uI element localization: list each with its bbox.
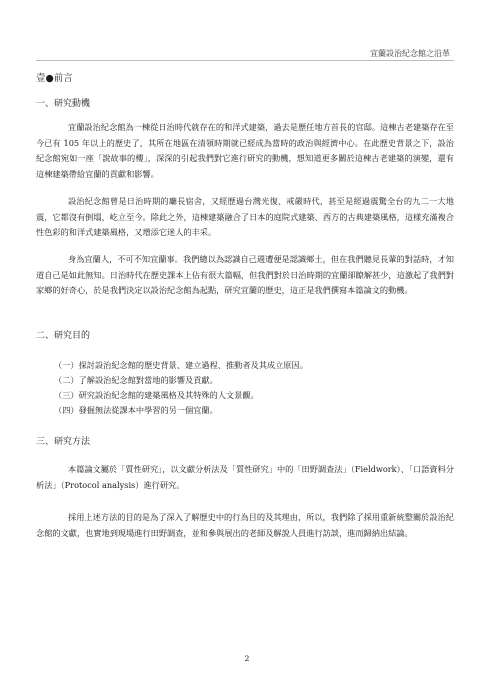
- chapter-title: 壹●前言: [36, 73, 73, 84]
- section-heading-method: 三、研究方法: [36, 437, 91, 447]
- list-item: （三）研究設治紀念館的建築風格及其特殊的人文景觀。: [54, 390, 259, 400]
- paragraph: 身為宜蘭人，不可不知宜蘭事。我們總以為認識自己週遭便是認識鄉土，但在我們聽見長輩的對話時，才知道自己是如此無知。日治時代在歷史課本上佔有很大篇幅，但我們對於日治時期的宜蘭卻瞭解甚少，這激起了我們對家鄉的好奇心，於是我們決定以設治紀念館為起點，研究宜蘭的歷史，這正是我們撰寫本篇論文的動機。: [36, 254, 454, 295]
- paragraph: 宜蘭設治紀念館為一棟從日治時代就存在的和洋式建築，過去是歷任地方首長的官邸。這棟古老建築存在至今已有 105 年以上的歷史了，其所在地區在清領時期就已經成為當時的政治與經濟中心。在此歷史背景之下，設治紀念館宛如一座「說故事的樓」，深深的引起我們對它進行研究的動機，想知道更多關於這棟古老建築的演變，還有這棟建築帶給宜蘭的貢獻和影響。: [36, 122, 454, 179]
- list-item: （一）探討設治紀念館的歷史背景、建立過程、推動者及其成立原因。: [54, 360, 308, 370]
- list-item: （四）發掘無法從課本中學習的另一個宜蘭。: [54, 405, 218, 415]
- section-heading-motivation: 一、研究動機: [36, 99, 91, 109]
- paragraph: 設治紀念館曾是日治時期的廳長宿舍，又經歷過台灣光復、戒嚴時代，甚至是經過震驚全台的九二一大地震，它都沒有倒塌，屹立至今。除此之外，這棟建築融合了日本的庭院式建築、西方的古典建築風格，這樣充滿複合性色彩的和洋式建築風格，又增添它迷人的丰采。: [36, 196, 454, 237]
- header-rule: [36, 60, 454, 61]
- paragraph: 採用上述方法的目的是為了深入了解歷史中的行為目的及其理由，所以，我們除了採用重新統整關於設治紀念館的文獻，也實地到現場進行田野調查，並和參與展出的老師及解說人員進行訪談，進而歸納出結論。: [36, 512, 454, 538]
- purpose-list: [54, 358, 454, 418]
- running-header: 宜蘭設治紀念館之沿革: [370, 49, 450, 58]
- list-item: （二）了解設治紀念館對當地的影響及貢獻。: [54, 375, 218, 385]
- page-number: 2: [244, 654, 250, 663]
- paragraph: 本篇論文屬於「質性研究」，以文獻分析法及「質性研究」中的「田野調查法」（Fieldwork）、「口語資料分析法」（Protocol analysis）進行研究。: [36, 464, 454, 490]
- section-heading-purpose: 二、研究目的: [36, 331, 91, 341]
